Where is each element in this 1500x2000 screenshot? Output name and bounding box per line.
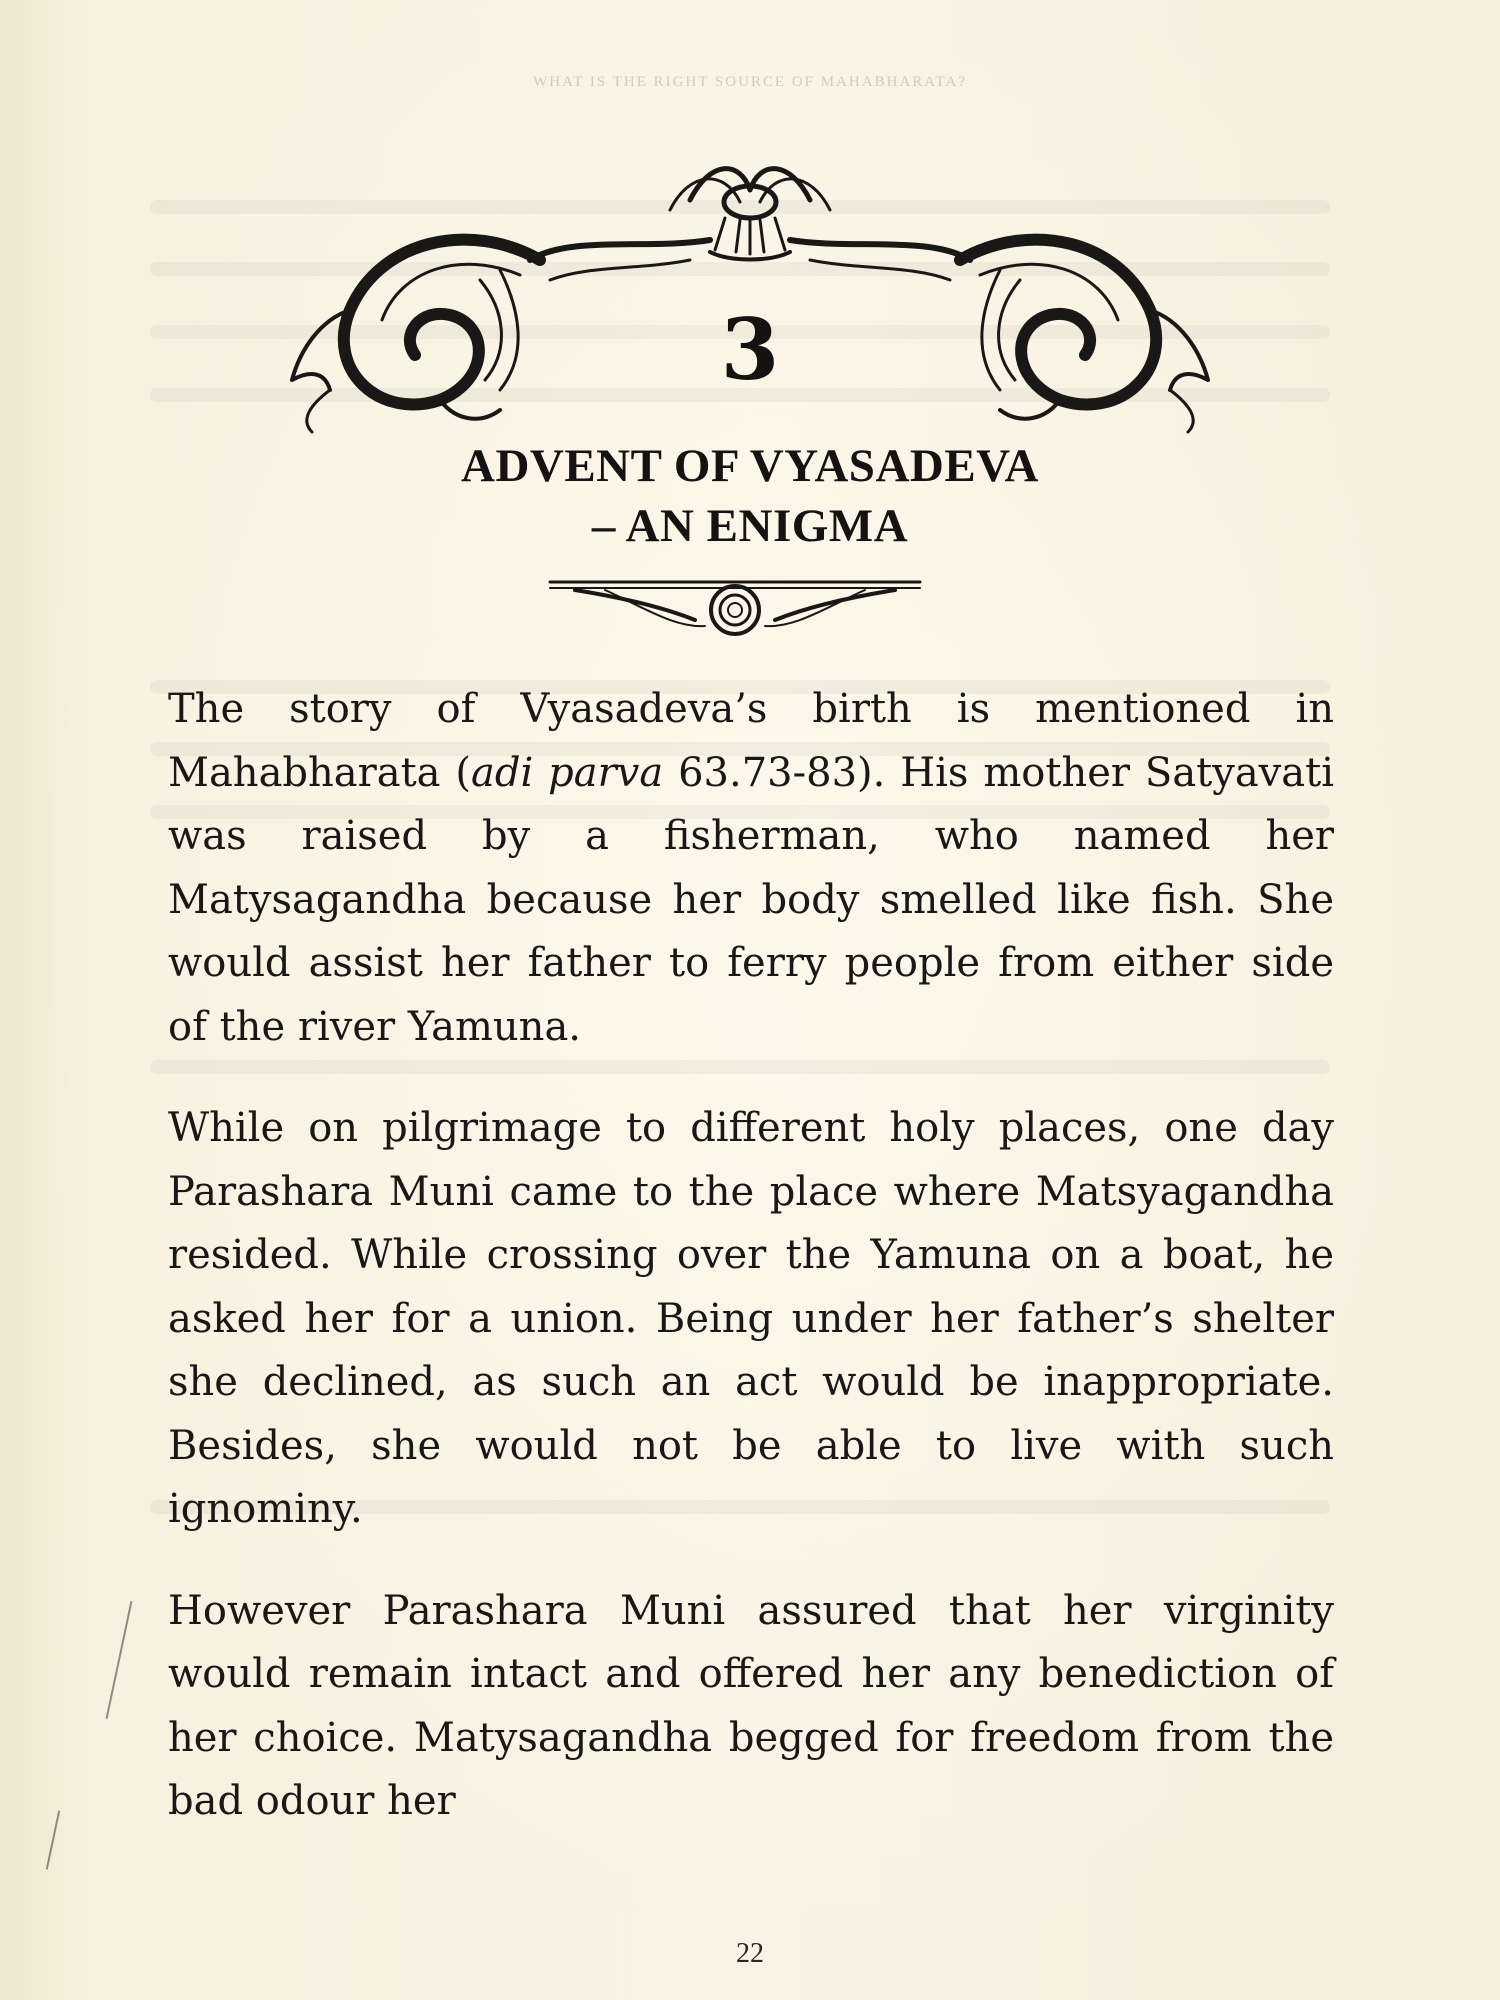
paragraph: While on pilgrimage to different holy places, one day Parashara Muni came to the place where Matsyagandha resided. While crossing over the Yamuna on a boat, he asked her for a union. Being under her father’s shelter she declined, as such an act would be inappropriate. Besides, she would not be able to live with such ignominy.: [168, 1105, 1334, 1532]
paragraph: [168, 678, 1334, 1059]
paragraph-emphasis: adi parva: [471, 749, 664, 796]
paragraph-text: 63.73-83). His mother Satyavati was raised by a fisherman, who named her Matysagandha because her body smelled like fish. She would assist her father to ferry people from either side of the river Yamuna.: [168, 749, 1334, 1050]
chapter-number: 3: [720, 300, 780, 399]
chapter-title-line-1: ADVENT OF VYASADEVA: [461, 440, 1039, 492]
chapter-title-line-2: – AN ENIGMA: [591, 500, 909, 552]
body-text: [168, 678, 1334, 1872]
page-edge-mark: [106, 1601, 133, 1719]
paragraph-text: The story of Vyasadeva’s birth is mentioned in Mahabharata (: [168, 686, 1334, 796]
divider-ornament-icon: [545, 568, 925, 638]
running-head: WHAT IS THE RIGHT SOURCE OF MAHABHARATA?: [533, 74, 967, 90]
page-number: 22: [736, 1938, 764, 1969]
chapter-title: [0, 436, 1500, 556]
page-edge-mark: [46, 1810, 60, 1869]
paragraph: However Parashara Muni assured that her virginity would remain intact and offered her any benediction of her choice. Matysagandha begged for freedom from the bad odour her: [168, 1587, 1334, 1824]
